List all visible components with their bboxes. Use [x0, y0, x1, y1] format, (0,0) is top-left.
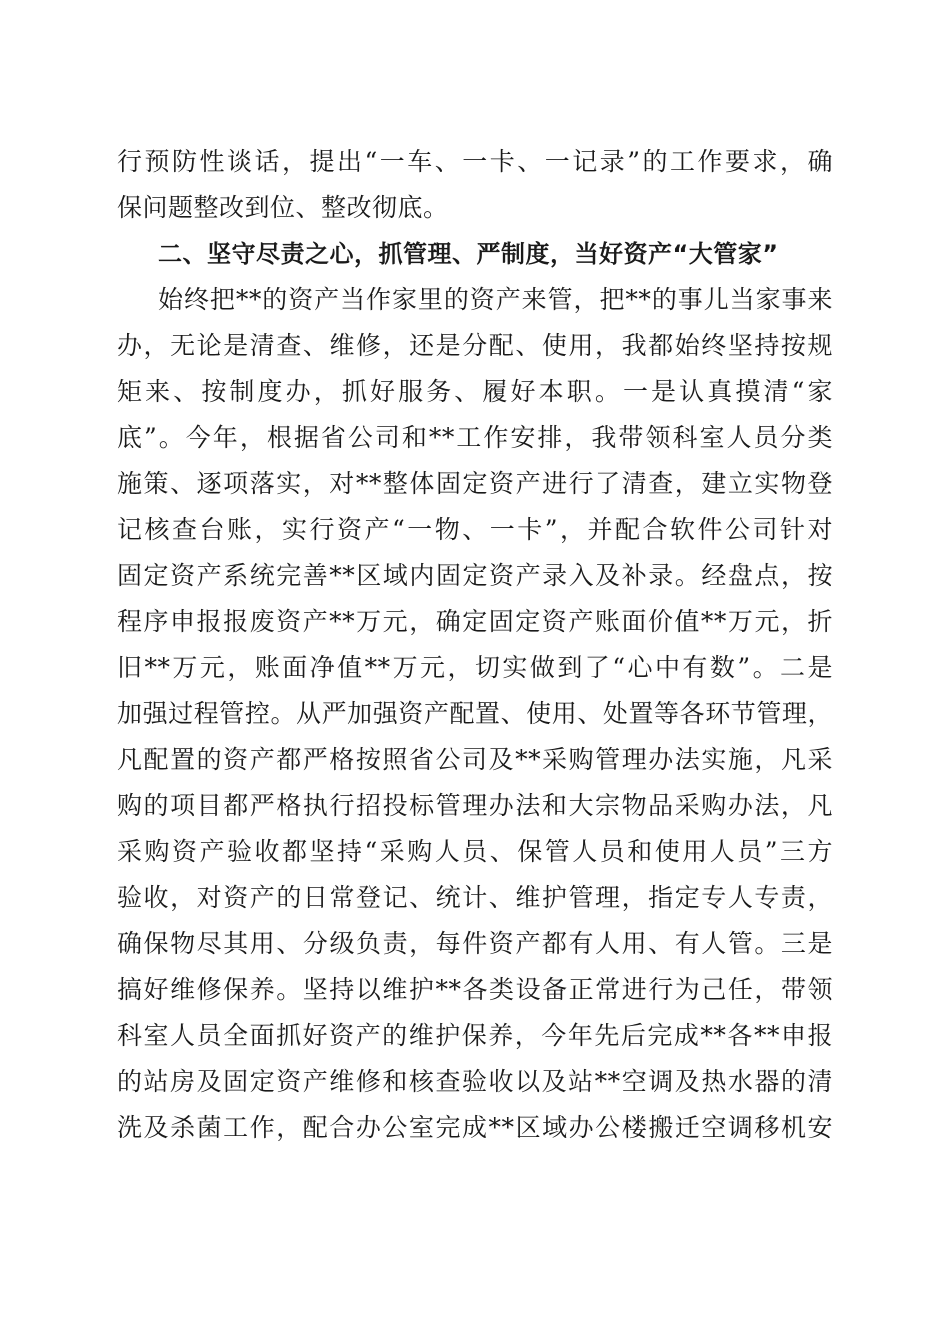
- paragraph-line: 程序申报报废资产**万元，确定固定资产账面价值**万元，折: [117, 607, 833, 636]
- paragraph-line: 行预防性谈话，提出“一车、一卡、一记录”的工作要求，确: [117, 147, 833, 176]
- paragraph-line: 记核查台账，实行资产“一物、一卡”，并配合软件公司针对: [117, 515, 833, 544]
- paragraph-line: 的站房及固定资产维修和核查验收以及站**空调及热水器的清: [117, 1067, 833, 1096]
- paragraph-line: 始终把**的资产当作家里的资产来管，把**的事儿当家事来: [158, 285, 833, 314]
- paragraph-line: 科室人员全面抓好资产的维护保养，今年先后完成**各**申报: [117, 1021, 833, 1050]
- paragraph-line: 固定资产系统完善**区域内固定资产录入及补录。经盘点，按: [117, 561, 833, 590]
- paragraph-line: 保问题整改到位、整改彻底。: [117, 193, 449, 222]
- paragraph-line: 矩来、按制度办，抓好服务、履好本职。一是认真摸清“家: [117, 377, 833, 406]
- paragraph-line: 验收，对资产的日常登记、统计、维护管理，指定专人专责，: [117, 883, 833, 912]
- paragraph-line: 旧**万元，账面净值**万元，切实做到了“心中有数”。二是: [117, 653, 833, 682]
- paragraph-line: 采购资产验收都坚持“采购人员、保管人员和使用人员”三方: [117, 837, 833, 866]
- paragraph-line: 确保物尽其用、分级负责，每件资产都有人用、有人管。三是: [117, 929, 833, 958]
- paragraph-line: 购的项目都严格执行招投标管理办法和大宗物品采购办法，凡: [117, 791, 833, 820]
- paragraph-line: 办，无论是清查、维修，还是分配、使用，我都始终坚持按规: [117, 331, 833, 360]
- paragraph-line: 洗及杀菌工作，配合办公室完成**区域办公楼搬迁空调移机安: [117, 1113, 833, 1142]
- paragraph-line: 加强过程管控。从严加强资产配置、使用、处置等各环节管理，: [117, 699, 833, 728]
- paragraph-line: 凡配置的资产都严格按照省公司及**采购管理办法实施，凡采: [117, 745, 833, 774]
- paragraph-line: 施策、逐项落实，对**整体固定资产进行了清查，建立实物登: [117, 469, 833, 498]
- section-heading: 二、坚守尽责之心，抓管理、严制度，当好资产“大管家”: [158, 240, 779, 268]
- paragraph-line: 搞好维修保养。坚持以维护**各类设备正常进行为己任，带领: [117, 975, 833, 1004]
- paragraph-line: 底”。今年，根据省公司和**工作安排，我带领科室人员分类: [117, 423, 833, 452]
